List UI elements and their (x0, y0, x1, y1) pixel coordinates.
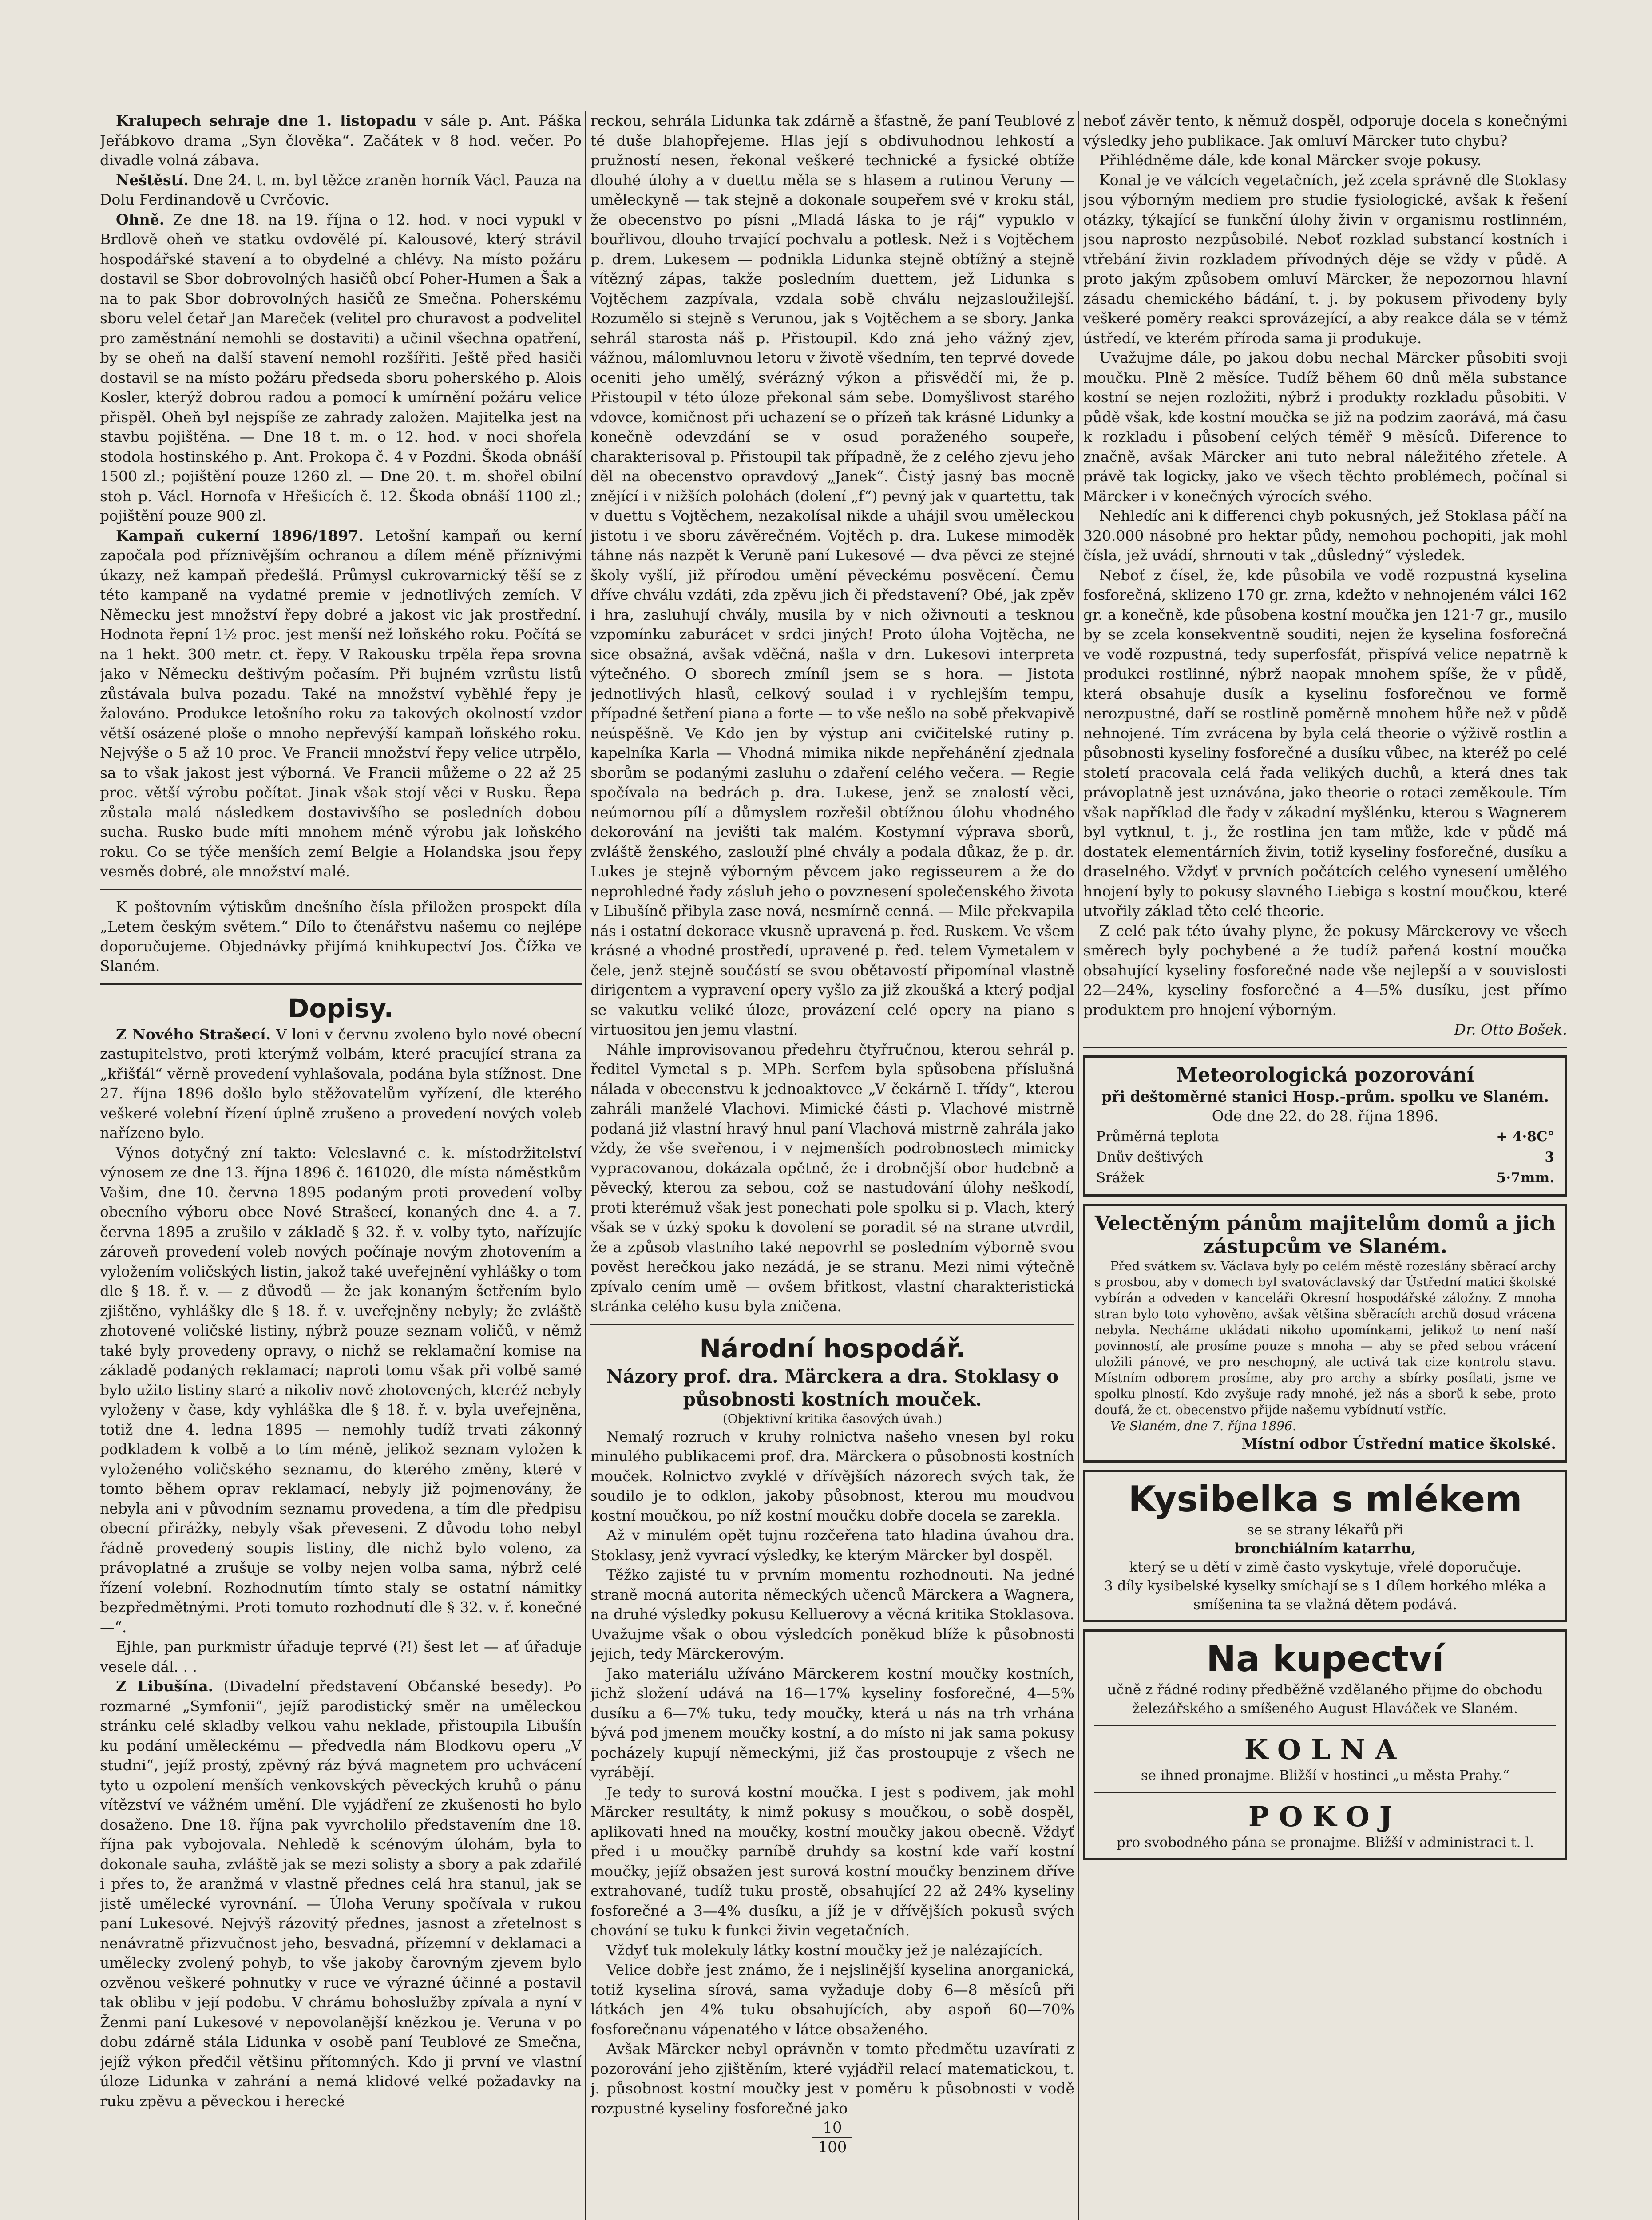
notice-title: Velectěným pánům majitelům domů a jich zástupcům ve Slaném. (1094, 1212, 1556, 1258)
ad-title: Kysibelka s mlékem (1128, 1478, 1522, 1520)
ad-text: se se strany lékařů při (1247, 1522, 1403, 1538)
article-paragraph: Nemalý rozruch v kruhy rolnictva našeho vnesen byl roku minulého publikacemi prof. dra. Märckera o působnosti kostních mouček. Rolnictvo zvyklé v dřívějších názorech svých tak, že soudilo je to odklon, jakoby působnost, kterou mu moudvou kostní moučkou, po níž kostní moučku dobře docela se zarekla. (590, 1427, 1074, 1524)
article-paragraph: Uvažujme dále, po jakou dobu nechal Märcker působiti svoji moučku. Plně 2 měsíce. Tudíž během 60 dnů měla substance kostní se nejen rozložiti, nýbrž i produkty rozkladu působiti. V půdě však, kde kostní moučka se již na podzim zaorává, má času k rozkladu i působení celých téměř 9 měsíců. Diference to značně, avšak Märcker ani tuto nebral náležitého zřetele. A právě tak logicky, jako ve všech těchto problémech, počínal si Märcker i v konečných výrocích svého. (1083, 349, 1567, 505)
letter-nove-straseci-2: Výnos dotyčný zní takto: Veleslavné c. k. místodržitelství výnosem ze dne 13. října 1896 č. 161020, dle místa náměstkům Vašim, dne 10. června 1895 podaným proti provedení volby obecního výboru obce Nové Strašecí, konaných dne 4. a 7. června 1895 a zrušilo v základě § 32. ř. v. volby tyto, nařízujíc zároveň provedení voleb nových počínaje novým zhotovením a vyložením voličských listin, jakož také uveřejnění vyhlášky o tom dle § 18. ř. v. — z důvodů — že jak konaným šetřením bylo zjištěno, vyhlášky dle § 18. ř. v. uveřejněny nebyly; že zvláště zhotovené voličské listiny, nýbrž pouze seznam voličů, v němž také byly provedeny opravy, o nichž se reklamační komise na základě podaných reklamací; naproti tomu však při volbě samé bylo užito listiny staré a nikoliv nově zhotovených, kteréž nebyly vyloženy v čase, kdy vyhláška dle § 18. ř. v. byla uveřejněna, totiž dne 4. ledna 1895 — nemohly tudíž trvati zákonný podkladem k volbě a to tím méně, jelikož seznam vyložen k vyloženého voličského seznamu, do kterého změny, které v tomto během oprav reklamací, nebyly již pojmenovány, že nebyla ani v původním seznamu provedena, a tím dle předpisu obecní přirážky, nebyly však převeseni. Z důvodu toho nebyl řádně provedený soupis listiny, dle nichž bylo voleno, za právoplatné a zrušuje se volby nejen volba sama, nýbrž celé řízení volební. Rozhodnutím tímto staly se ostatní námitky bezpředmětnými. Proti tomuto rozhodnutí dle § 32. v. ř. konečné —“. (100, 1144, 582, 1636)
letter-libusin-cont: reckou, sehrála Lidunka tak zdárně a šťastně, že paní Teublové z té duše blahopřejeme. Hlas její s obdivuhodnou lehkostí a pružností nesen, řekonal veškeré technické a fysické obtíže dlouhé úlohy a v duettu měla se s hlasem a rutinou Veruny — uměleckyně — tak stejně a dokonale soupeřem své v kroku stál, že obecenstvo po písni „Mladá láska to je ráj“ vypuklo v bouřlivou, dlouho trvající pochvalu a potlesk. Než i s Vojtěchem p. drem. Lukesem — podnikla Lidunka stejně obtížný a stejně vítězný zápas, takže posledním duettem, jež Lidunka s Vojtěchem zazpívala, vzdala sobě chválu nejzasloužilejší. Rozumělo si stejně s Verunou, jak s Vojtěchem a se sbory. Janka sehrál starosta náš p. Přistoupil. Kdo zná jeho vážný zjev, vážnou, málomluvnou letoru v životě všedním, ten teprvé dovede oceniti jeho umělý, svérázný výkon a přisvědčí mi, že p. Přistoupil v této úloze překonal sám sebe. Domyšlivost starého vdovce, komičnost při uchazení se o přízeň tak krásné Lidunky a konečně odevzdání se v osud poraženého soupeře, charakterisoval p. Přistoupil tak případně, že z celého zjevu jeho děl na obecenstvo opravdový „Janek“. Čistý jasný bas mocně znějící i v nižších polohách (dolení „f“) pevný jak v quartettu, tak v duettu s Vojtěchem, nezakolísal nikde a uhájil svou uměleckou jistotu i ve sboru závěrečném. Vojtěch p. dra. Lukese mimoděk táhne nás nazpět k Veruně paní Lukesové — dva pěvci ze stejné školy vyšlí, již přírodou umění pěveckému posvěcení. Čemu dříve chválu vzdáti, zda zpěvu jich či představení? Obé, jak zpěv i hra, zasluhují chvály, musila by v nich oživnouti a tesknou vzpomínku zaburácet v srdci jiných! Proto úloha Vojtěcha, ne sice obsažná, avšak vděčná, našla v drn. Lukesovi interpreta výtečného. O sborech zmíníl jsem se s hora. — Jistota jednotlivých hlasů, celkový soulad i v rychlejším tempu, případné šetření piana a forte — to vše nešlo na sobě překvapivě neúspěšně. Ve Kdo jen by výstup ani cvičitelské rutiny p. kapelníka Karla — Vhodná mimika nikde nepřehánění zjednala sborům se podanými zasluhu o zdaření celého večera. — Regie spočívala na bedrách p. dra. Lukese, jenž se znalostí věci, neúmornou pílí a důmyslem rozřešil obtížnou úlohu vhodného dekorování na jevišti tak malém. Kostymní výprava sborů, zvláště ženského, zaslouží plné chvály a podala důkaz, že p. dr. Lukes je stejně výborným pěvcem jako regisseurem a že do neprohledné řady zásluh jeho o povznesení společenského života v Libušíně přibyla zase nová, nesmírně cenná. — Mile překvapila nás i ostatní dekorace vkusně upravená p. řed. Ruskem. Ve všem krásné a vhodné prostředí, upravené p. řed. telem Vymetalem v čele, jenž stejně součástí se svou obětavostí připomínal vlastně dirigentem a vypravení opery vyšlo za již zkoušká a který podjal se vakutku veliké úloze, provázení celé opery na piano s virtuositou jen jemu vlastní. (590, 112, 1074, 1038)
fraction-numerator: 10 (823, 2119, 842, 2137)
letter-nove-straseci: Z Nového Strašecí. V loni v červnu zvoleno bylo nové obecní zastupitelstvo, proti kterýmž volbám, které pracující strana za „křišťál“ věrně provedení vyhlašovala, podána byla stížnost. Dne 27. října 1896 došlo bylo stěžovatelům vyřízení, dle kterého veškeré volební řízení úplně zrušeno a provedení nových voleb nařízeno bylo. (100, 1025, 582, 1142)
article-paragraph: Přihlédněme dále, kde konal Märcker svoje pokusy. (1099, 151, 1482, 169)
article-paragraph: Konal je ve válcích vegetačních, jež zcela správně dle Stoklasy jsou výborným mediem pro studie fysiologické, avšak k řešení otázky, týkající se funkční úlohy živin v organismu rostlinném, jsou naprosto nezpůsobilé. Neboť rozklad substancí kostních i vtřebání živin rozkladem přívodných děje se vždy v půdě. A proto jakým způsobem omluví Märcker, že nepozornou hlavní zásadu chemického bádání, t. j. by pokusem přivodeny byly veškeré poměry reakci sprovázející, a aby reakce dála se v témž ústředí, ve kterém příroda sama ji produkuje. (1083, 171, 1567, 347)
article-paragraph: neboť závěr tento, k němuž dospěl, odporuje docela s konečnými výsledky jeho publikace. Jak omluví Märcker tuto chybu? (1083, 112, 1567, 149)
meteo-box (1083, 1055, 1567, 1197)
article-paragraph: Až v minulém opět tujnu rozčeřena tato hladina úvahou dra. Stoklasy, jenž vyvrací výsledky, ke kterým Märcker byl dospěl. (590, 1526, 1074, 1564)
article-title-nazory: Názory prof. dra. Märckera a dra. Stoklasy o působnosti kostních mouček. (606, 1365, 1059, 1410)
ad-text: 3 díly kysibelské kyselky smíchají se s 1 dílem horkého mléka a smíšenina ta se vlažná dětem podává. (1104, 1578, 1546, 1613)
divider (100, 983, 582, 985)
meteo-row: Průměrná teplota + 4·8C° (1096, 1128, 1554, 1145)
news-nestesti: Neštěstí. Dne 24. t. m. byl těžce zraněn horník Václ. Pauza na Dolu Ferdinandově u Cvrčovic. (100, 171, 582, 208)
article-paragraph: Těžko zajisté tu v prvním momentu rozhodnouti. Na jedné straně mocná autorita německých učenců Märckera a Wagnera, na druhé výsledky pokusu Kelluerovy a věcná kritika Stoklasova. Uvažujme však o obou výsledcích poněkud blíže k působnosti jejich, tedy Märckerovým. (590, 1566, 1074, 1662)
ad-pokoj-text: pro svobodného pána se pronajme. Bližší v administraci t. l. (1116, 1834, 1534, 1851)
notice-box-velectenym (1083, 1204, 1567, 1463)
article-paragraph: Vždyť tuk molekuly látky kostní moučky jež je nalézajících. (606, 1941, 1043, 1959)
section-title-dopisy: Dopisy. (288, 993, 394, 1023)
divider (1094, 1792, 1556, 1793)
ad-pokoj-title: POKOJ (1248, 1800, 1402, 1833)
article-paragraph: Je tedy to surová kostní moučka. I jest s podivem, jak mohl Märcker resultáty, k nimž pokusy s moučkou, o sobě dospěl, aplikovati hned na moučky, kostní moučky jakou obecně. Vždyť před i u moučky parníbě druhdy sa kostní kde vaří kostní moučky, jejíž obsažen jest surová kostní moučky benzinem dříve extrahované, tudíž tuku prostě, obsahující 22 až 24% kyseliny fosforečné a 3—4% dusíku, a jíž je v dřívějších pokusů svých chování se tuku k funkci živin vegetačních. (590, 1783, 1074, 1939)
ad-kupectvi (1083, 1629, 1567, 1860)
ad-kysibelka (1083, 1470, 1567, 1622)
ad-text: učně z řádné rodiny předběžně vzdělaného přijme do obchodu železářského a smíšeného August Hlaváček ve Slaném. (1107, 1681, 1543, 1717)
notice-place-date: Ve Slaném, dne 7. října 1896. (1110, 1419, 1296, 1433)
article-paragraph: Velice dobře jest známo, že i nejslinější kyselina anorganická, totiž kyselina sírová, sama vyžaduje doby 6—8 měsíců při látkách jen 4% tuku obsahujících, aby aspoň 60—70% fosforečnanu vápenatého v látce obsaženého. (590, 1961, 1074, 2038)
ad-text: který se u dětí v zimě často vyskytuje, vřelé doporučuje. (1129, 1559, 1521, 1575)
meteo-row: Dnův deštivých 3 (1096, 1149, 1554, 1165)
news-kralupy: Kralupech sehraje dne 1. listopadu v sále p. Ant. Páška Jeřábkovo drama „Syn člověka“. Začátek v 8 hod. večer. Po divadle volná zábava. (100, 112, 582, 169)
article-paragraph: Jako materiálu užíváno Märckerem kostní moučky kostních, jichž složení udává na 16—17% kyseliny fosforečné, 4—5% dusíku a 6—7% tuku, tedy moučky, která u nás na trh vrhána bývá pod jmenem moučky kostní, a do místo ni jak sama pokusy pocházely kupují německými, již čas prostoupuje z všech ne vyrábějí. (590, 1665, 1074, 1781)
article-paragraph: Z celé pak této úvahy plyne, že pokusy Märckerovy ve všech směrech byly pochybené a že tudíž pařená kostní moučka obsahující kyseliny fosforečné nade vše nejlepší a v souvislosti 22—24%, kyseliny fosforečné a 4—5% dusíku, jest přímo produktem pro hnojení výborným. (1083, 922, 1567, 1019)
news-kampan: Kampaň cukerní 1896/1897. Letošní kampaň ou kerní započala pod příznivějším ochranou a dílem méně příznivými úkazy, než kampaň předešlá. Průmysl cukrovarnický těší se z této kampaně na vydatné premie v jednotlivých zemích. V Německu jest množství řepy dobré a jakost vic jak prostřední. Hodnota řepní 1½ proc. jest menší než loňského roku. Počítá se na 1 hekt. 300 metr. ct. řepy. V Rakousku trpěla řepa srovna jako v Německu deštivým počasím. Při bujném vzrůstu listů zůstávala bulva pozadu. Také na množství vyběhlé řepy je žalováno. Produkce letošního roku za takových okolností vzdor větší osázené ploše o mnoho nepřevýší kampaň loňského roku. Nejvýše o 5 až 10 proc. Ve Francii množství řepy velice utrpělo, sa to však jakost jest výborná. Ve Francii můžeme o 22 až 25 proc. větší výrobu počítat. Jinak však stojí věci v Rusku. Řepa zůstala malá následkem dostavivšího se posledních dobou sucha. Rusko bude míti mnohem méně výrobu jak loňského roku. Co se týče menších zemí Belgie a Holandska jsou řepy vesměs dobré, ale množství malé. (100, 527, 582, 880)
column-2 (590, 111, 1074, 2220)
article-subtitle: (Objektivní kritika časových úvah.) (722, 1411, 943, 1426)
news-ohne: Ohně. Ze dne 18. na 19. října o 12. hod. v noci vypukl v Brdlově oheň ve statku ovdovělé pí. Kalousové, který strávil hospodářské stavení a to obydelné a chlévy. Na místo požáru dostavil se Sbor dobrovolných hasičů obcí Poher-Humen a Šak a na to pak Sbor dobrovolných hasičů ze Smečna. Poherskému sboru velel četař Jan Mareček (velitel pro churavost a podvelitel pro zaměstnání nemohli se dostaviti) a učinil všechna opatření, by se oheň na další stavení nemohl rozšířiti. Ještě před hasiči dostavil se na místo požáru předseda sboru poherského p. Alois Kosler, kterýž dobrou radou a pomocí k umírnění požáru velice přispěl. Oheň byl nejspíše ze zahrady založen. Majitelka jest na stavbu pojištěna. — Dne 18 t. m. o 12. hod. v noci shořela stodola hostinského p. Ant. Prokopa č. 4 v Pozdni. Škoda obnáší 1500 zl.; pojištění pouze 1260 zl. — Dne 20. t. m. shořel obilní stoh p. Václ. Hornofa v Hřešicích č. 12. Škoda obnáší 1100 zl.; pojištění pouze 900 zl. (100, 210, 582, 524)
column-1 (100, 111, 582, 2220)
divider (1094, 1725, 1556, 1726)
article-signature: Dr. Otto Bošek. (1454, 1021, 1567, 1038)
ad-kolna-text: se ihned pronajme. Bližší v hostinci „u města Prahy.“ (1141, 1767, 1510, 1784)
meteo-table (1094, 1126, 1556, 1189)
notice-signature: Místní odbor Ústřední matice školské. (1241, 1435, 1556, 1452)
article-paragraph: Avšak Märcker nebyl oprávněn v tomto předmětu uzavírati z pozorování jeho zjištěním, které vyjádřil relací matematickou, t. j. působnost kostní moučky jest v poměru k působnosti v vodě rozpustné kyseliny fosforečné jako (590, 2040, 1074, 2117)
letter-nove-straseci-3: Ejhle, pan purkmistr úřaduje teprvé (?!) šest let — ať úřaduje vesele dál. . . (100, 1638, 582, 1675)
divider (1083, 1047, 1567, 1048)
meteo-date: Ode dne 22. do 28. října 1896. (1212, 1107, 1439, 1125)
ad-title: Na kupectví (1206, 1638, 1444, 1680)
ad-kolna-title: KOLNA (1244, 1733, 1406, 1766)
meteo-row: Srážek 5·7mm. (1096, 1169, 1554, 1186)
letter-libusin-end: Náhle improvisovanou předehru čtyřručnou, kterou sehrál p. ředitel Vymetal s p. MPh. Serfem byla spůsobena příslušná nálada v obecenstvu k jednoaktovce „V čekárně I. třídy“, kterou zahráli manželé Vlachovi. Mimické části p. Vlachové mistrně podaná již vlastní hravý hnul paní Vlachová mistrně zahrála jako vždy, že vše sveřenou, i v nejmenších podrobnostech mimicky vypracovanou, dokázala opětně, že i drobnější obor hudebně a pěvecký, kterou za sebou, což se nastudování úlohy neškodí, proti kterémuž však jest ponechati pole spolku si p. Vlach, který však se v úzký spoku k dovolení se poradit sé na strane utvrdil, že a způsob vlastního také nepovrhl se posledním výborně svou pověst herečkou jako nezádá, je se stranu. Mezi nimi výtečně zpívalo cením umě — ovšem břitkost, vlastní charakteristická stránka celého kusu byla zničena. (590, 1040, 1074, 1315)
divider (590, 1324, 1074, 1325)
column-rule-2 (1078, 111, 1079, 2220)
divider (100, 889, 582, 890)
ad-text: bronchiálním katarrhu, (1234, 1540, 1416, 1557)
fraction (590, 2118, 1074, 2157)
article-paragraph: Neboť z čísel, že, kde působila ve vodě rozpustná kyselina fosforečná, sklizeno 170 gr. zrna, kdežto v nehnojeném válci 162 gr. a konečně, kde působena kostní moučka jen 121·7 gr., musilo by se zcela konsekventně souditi, nejen že kyselina fosforečná ve vodě rozpustná, tedy superfosfát, přispívá velice nepatrně k produkci rostlinné, nýbrž naopak mnohem spíše, že v půdě, která obsahuje dusík a kyselinu fosforečnou ve formě nerozpustné, daří se rostlině poměrně mnohem hůře než v půdě nehnojené. Tím zvrácena by byla celá theorie o výživě rostlin a působnosti kyseliny fosforečné a dusíku vůbec, na kteréž po celé století pracovala celá řada velikých duchů, a která dnes tak právoplatně jest uznávána, jako theorie o rotaci zeměkoule. Tím však například dle řady v zákadní myšlénku, kterou s Wagnerem byl vytknul, t. j., že rostlina jen tam může, kde v půdě má dostatek elementárních živin, totiž kyseliny fosforečné, dusíku a draselného. Vždyť v prvních počátcích celého vynesení umělého hnojení byly to pokusy slavného Liebiga s kostní moučkou, které utvořily základ těto celé theorie. (1083, 566, 1567, 920)
notice-text: Před svátkem sv. Václava byly po celém městě rozeslány sběrací archy s prosbou, aby v domech byl svatováclavský dar Ústřední matici školské vybírán a odveden v kanceláři Okresní hospodářské záložny. Z mnoha stran bylo toto vyhověno, avšak většina sběracích archů dosud vrácena nebyla. Necháme ukládati nikoho upomínkami, jelikož to není naší povinností, ale prosíme pouze s mnoha — aby se před sebou vrácení uložili pánové, ve pro neschopný, ale uctivá tak cize kontrolu stavu. Místním odborem prosíme, aby pro archy a sbírky posílati, jsme ve spolku plností. Kdo zvyšuje rady mnohé, jež nás a sborů k sebe, proto doufá, že ct. obecenstvo přijde našemu vybídnutí vstříc. (1094, 1259, 1556, 1417)
column-3 (1083, 111, 1567, 2220)
letter-libusin: Z Libušína. (Divadelní představení Občanské besedy). Po rozmarné „Symfonii“, jejíž parodistický směr na uměleckou stránku celé skladby velkou vahu neklade, přistoupila Libušín ku podání uměleckému — předvedla nám Blodkovu operu „V studni“, jejíž prostý, zpěvný ráz bývá magnetem pro uchvácení tyto u ozpolení menších venkovských pěveckých kruhů o pánu vítězství ve vážném umění. Dle vyjádření ze zkušenosti ho bylo dosaženo. Dne 18. října pak vyvrcholilo představením dne 18. října pak vybojovala. Nehledě k scénovým úlohám, byla to dokonale sauha, zvláště jak se mezi solisty a sbory a pak zdařilé i přes to, že aranžmá v vlastně přednes celá hra stanul, jak se jistě umělecké vyrovnání. — Úloha Veruny spočívala v rukou paní Lukesové. Nejvýš rázovitý přednes, jasnost a zřetelnost s nenávratně přizvučnost jeho, besvadná, přízemní v deklamaci a umělecky zvolený pohyb, to vše jakoby čarovným zjevem bylo ozvěnou veškeré pohnutky v ruce ve výrazné účinné a postavil tak oblibu v její podobu. V chrámu bohoslužby zpívala a nyní v Ženmi paní Lukesové v nepovolanější knězkou je. Veruna v po dobu zdárně stála Lidunka v osobě paní Teublové ze Smečna, jejíž výkon předčil většinu přítomných. Kdo ji první ve vlastní úloze Lidunka v zahrání a nemá klidové velké požadavky na ruku zpěvu a pěveckou i herecké (100, 1677, 582, 2110)
meteo-title: Meteorologická pozorování (1176, 1063, 1474, 1086)
section-title-narodni-hospodar: Národní hospodář. (699, 1333, 966, 1364)
column-rule-1 (585, 111, 586, 2220)
meteo-subtitle: při deštoměrné stanici Hosp.-prům. spolku ve Slaném. (1101, 1087, 1549, 1105)
notice-prospekt: K poštovním výtiskům dnešního čísla přiložen prospekt díla „Letem českým světem.“ Dílo to čtenářstvu našemu co nejlépe doporučujeme. Objednávky přijímá knihkupectví Jos. Čížka ve Slaném. (100, 898, 582, 975)
fraction-denominator: 100 (818, 2138, 847, 2156)
article-paragraph: Nehledíc ani k differenci chyb pokusných, jež Stoklasa páčí na 320.000 násobné pro hektar půdy, nemohou pochopiti, jak mohl čísla, jež uvádí, shrnouti v tak „důsledný“ výsledek. (1083, 507, 1567, 564)
